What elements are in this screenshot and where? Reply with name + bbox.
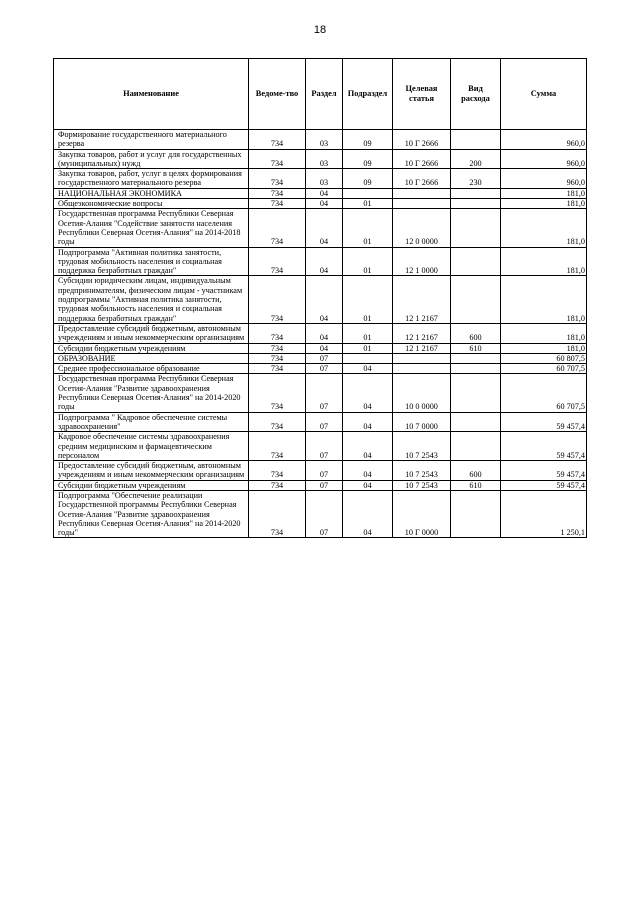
cell-name: ОБРАЗОВАНИЕ (54, 353, 249, 363)
table-row (54, 353, 587, 363)
cell-dept: 734 (249, 412, 306, 432)
table-row (54, 169, 587, 189)
cell-target: 10 7 2543 (393, 461, 451, 481)
cell-dept: 734 (249, 149, 306, 169)
cell-target: 10 Г 2666 (393, 149, 451, 169)
cell-amount: 59 457,4 (501, 412, 587, 432)
cell-expense-type: 610 (451, 343, 501, 353)
table-row (54, 364, 587, 374)
cell-expense-type (451, 374, 501, 412)
cell-dept: 734 (249, 169, 306, 189)
cell-amount: 60 707,5 (501, 374, 587, 412)
cell-expense-type (451, 364, 501, 374)
cell-target: 10 7 2543 (393, 432, 451, 461)
cell-name: Кадровое обеспечение системы здравоохранения средним медицинским и фармацевтическим персоналом (54, 432, 249, 461)
cell-section: 04 (306, 323, 343, 343)
cell-name: Предоставление субсидий бюджетным, автономным учреждениям и иным некоммерческим организациям (54, 461, 249, 481)
cell-expense-type (451, 490, 501, 537)
cell-section: 04 (306, 188, 343, 198)
cell-subsection (343, 188, 393, 198)
cell-target (393, 188, 451, 198)
table-row (54, 323, 587, 343)
cell-name: НАЦИОНАЛЬНАЯ ЭКОНОМИКА (54, 188, 249, 198)
cell-target: 10 7 2543 (393, 480, 451, 490)
cell-section: 04 (306, 199, 343, 209)
cell-target (393, 199, 451, 209)
cell-amount: 181,0 (501, 199, 587, 209)
cell-amount: 960,0 (501, 130, 587, 150)
cell-name: Подпрограмма "Активная политика занятости, трудовая мобильность населения и социальная поддержка безработных граждан" (54, 247, 249, 276)
table-row (54, 343, 587, 353)
cell-subsection: 04 (343, 374, 393, 412)
cell-expense-type: 610 (451, 480, 501, 490)
cell-amount: 181,0 (501, 343, 587, 353)
cell-section: 04 (306, 276, 343, 323)
cell-section: 04 (306, 209, 343, 247)
cell-dept: 734 (249, 432, 306, 461)
cell-dept: 734 (249, 461, 306, 481)
cell-section: 07 (306, 432, 343, 461)
cell-expense-type (451, 188, 501, 198)
table-row (54, 149, 587, 169)
cell-target: 12 1 2167 (393, 343, 451, 353)
cell-dept: 734 (249, 188, 306, 198)
cell-expense-type (451, 209, 501, 247)
cell-name: Формирование государственного материального резерва (54, 130, 249, 150)
cell-expense-type (451, 276, 501, 323)
cell-name: Среднее профессиональное образование (54, 364, 249, 374)
cell-dept: 734 (249, 209, 306, 247)
cell-amount: 59 457,4 (501, 461, 587, 481)
cell-amount: 60 807,5 (501, 353, 587, 363)
table-row (54, 188, 587, 198)
cell-subsection: 04 (343, 432, 393, 461)
cell-name: Закупка товаров, работ и услуг для государственных (муниципальных) нужд (54, 149, 249, 169)
cell-expense-type: 230 (451, 169, 501, 189)
cell-amount: 960,0 (501, 169, 587, 189)
table-row (54, 432, 587, 461)
cell-subsection: 04 (343, 461, 393, 481)
cell-section: 07 (306, 353, 343, 363)
cell-dept: 734 (249, 364, 306, 374)
header-name: Наименование (54, 59, 249, 130)
table-row (54, 480, 587, 490)
cell-subsection: 01 (343, 343, 393, 353)
table-row (54, 247, 587, 276)
cell-dept: 734 (249, 490, 306, 537)
cell-subsection: 09 (343, 169, 393, 189)
cell-subsection (343, 353, 393, 363)
cell-section: 07 (306, 412, 343, 432)
cell-section: 03 (306, 130, 343, 150)
cell-subsection: 09 (343, 130, 393, 150)
cell-name: Закупка товаров, работ, услуг в целях формирования государственного материального резерва (54, 169, 249, 189)
cell-name: Субсидии бюджетным учреждениям (54, 343, 249, 353)
cell-section: 04 (306, 247, 343, 276)
cell-section: 07 (306, 480, 343, 490)
cell-target: 12 1 0000 (393, 247, 451, 276)
cell-amount: 60 707,5 (501, 364, 587, 374)
cell-name: Государственная программа Республики Северная Осетия-Алания "Развитие здравоохранения Республики Северная Осетия-Алания" на 2014-2020 годы (54, 374, 249, 412)
table-row (54, 209, 587, 247)
cell-expense-type (451, 432, 501, 461)
table-row (54, 461, 587, 481)
cell-name: Субсидии бюджетным учреждениям (54, 480, 249, 490)
header-expense-type: Вид расхода (451, 59, 501, 130)
cell-section: 07 (306, 374, 343, 412)
cell-amount: 181,0 (501, 276, 587, 323)
cell-expense-type: 600 (451, 461, 501, 481)
cell-expense-type (451, 130, 501, 150)
cell-dept: 734 (249, 374, 306, 412)
cell-name: Общеэкономические вопросы (54, 199, 249, 209)
table-row (54, 199, 587, 209)
cell-target (393, 364, 451, 374)
cell-target: 12 0 0000 (393, 209, 451, 247)
cell-subsection: 04 (343, 480, 393, 490)
header-section: Раздел (306, 59, 343, 130)
cell-expense-type (451, 412, 501, 432)
cell-target: 10 Г 2666 (393, 169, 451, 189)
table-row (54, 374, 587, 412)
cell-expense-type (451, 353, 501, 363)
cell-subsection: 01 (343, 209, 393, 247)
header-amount: Сумма (501, 59, 587, 130)
cell-dept: 734 (249, 343, 306, 353)
cell-section: 07 (306, 364, 343, 374)
cell-amount: 181,0 (501, 247, 587, 276)
cell-subsection: 04 (343, 364, 393, 374)
cell-target: 12 1 2167 (393, 323, 451, 343)
cell-dept: 734 (249, 199, 306, 209)
cell-section: 03 (306, 169, 343, 189)
cell-section: 04 (306, 343, 343, 353)
cell-amount: 1 250,1 (501, 490, 587, 537)
cell-amount: 181,0 (501, 323, 587, 343)
cell-subsection: 04 (343, 412, 393, 432)
header-subsection: Подраздел (343, 59, 393, 130)
table-row (54, 490, 587, 537)
cell-subsection: 04 (343, 490, 393, 537)
cell-target: 12 1 2167 (393, 276, 451, 323)
page-number: 18 (313, 24, 327, 36)
cell-dept: 734 (249, 353, 306, 363)
table-row (54, 130, 587, 150)
cell-name: Государственная программа Республики Северная Осетия-Алания "Содействие занятости населения Республики Северная Осетия-Алания" на 2014-2018 годы (54, 209, 249, 247)
cell-expense-type: 600 (451, 323, 501, 343)
cell-name: Подпрограмма " Кадровое обеспечение системы здравоохранения" (54, 412, 249, 432)
cell-name: Субсидии юридическим лицам, индивидуальным предпринимателям, физическим лицам - участникам подпрограммы "Активная политика занятости, трудовая мобильность населения и социальная поддержка безработных граждан" (54, 276, 249, 323)
cell-amount: 960,0 (501, 149, 587, 169)
cell-amount: 181,0 (501, 209, 587, 247)
cell-section: 07 (306, 461, 343, 481)
cell-dept: 734 (249, 323, 306, 343)
cell-dept: 734 (249, 276, 306, 323)
cell-expense-type: 200 (451, 149, 501, 169)
table-header-row (54, 59, 587, 130)
cell-amount: 59 457,4 (501, 480, 587, 490)
cell-subsection: 01 (343, 199, 393, 209)
cell-amount: 181,0 (501, 188, 587, 198)
cell-target: 10 Г 0000 (393, 490, 451, 537)
header-dept: Ведоме-тво (249, 59, 306, 130)
header-target: Целевая статья (393, 59, 451, 130)
cell-expense-type (451, 247, 501, 276)
cell-dept: 734 (249, 480, 306, 490)
cell-subsection: 01 (343, 247, 393, 276)
table-row (54, 276, 587, 323)
cell-name: Подпрограмма "Обеспечение реализации Государственной программы Республики Северная Осетия-Алания "Развитие здравоохранения Республики Северная Осетия-Алания" на 2014-2020 годы" (54, 490, 249, 537)
cell-target: 10 7 0000 (393, 412, 451, 432)
cell-section: 03 (306, 149, 343, 169)
budget-table (53, 58, 587, 538)
cell-subsection: 01 (343, 323, 393, 343)
cell-dept: 734 (249, 130, 306, 150)
cell-target: 10 Г 2666 (393, 130, 451, 150)
table-row (54, 412, 587, 432)
cell-section: 07 (306, 490, 343, 537)
cell-amount: 59 457,4 (501, 432, 587, 461)
cell-dept: 734 (249, 247, 306, 276)
cell-target (393, 353, 451, 363)
cell-subsection: 09 (343, 149, 393, 169)
cell-target: 10 0 0000 (393, 374, 451, 412)
cell-subsection: 01 (343, 276, 393, 323)
cell-expense-type (451, 199, 501, 209)
cell-name: Предоставление субсидий бюджетным, автономным учреждениям и иным некоммерческим организациям (54, 323, 249, 343)
